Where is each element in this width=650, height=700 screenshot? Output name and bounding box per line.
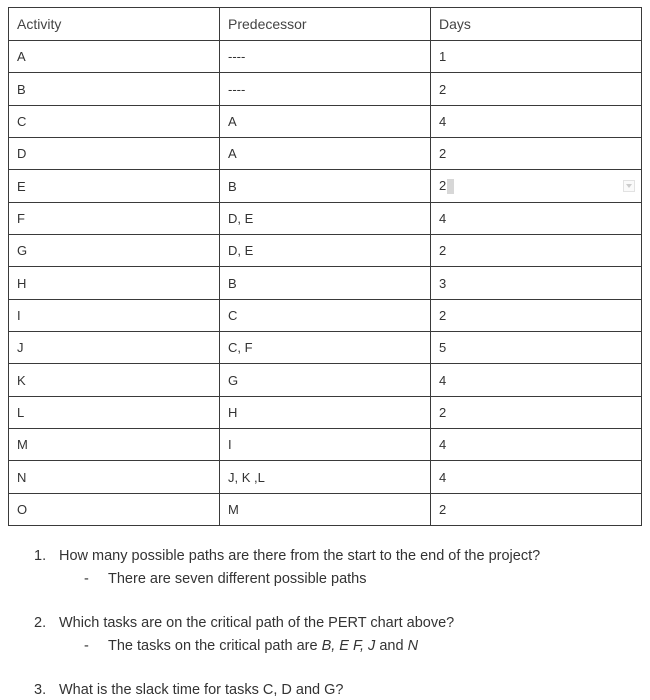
cell-days[interactable]: 2	[431, 493, 642, 525]
cell-activity[interactable]: E	[9, 170, 220, 202]
cell-days[interactable]: 2	[431, 138, 642, 170]
answer-text-last-task: N	[407, 638, 419, 654]
cell-predecessor[interactable]: D, E	[220, 235, 431, 267]
cell-activity[interactable]: N	[9, 461, 220, 493]
cell-activity[interactable]: L	[9, 396, 220, 428]
question-3	[34, 682, 343, 698]
table-row	[9, 170, 642, 202]
cell-activity[interactable]: J	[9, 332, 220, 364]
cell-predecessor[interactable]: A	[220, 138, 431, 170]
cell-days[interactable]: 2	[431, 299, 642, 331]
cell-activity[interactable]: O	[9, 493, 220, 525]
header-days: Days	[431, 8, 642, 41]
question-text: Which tasks are on the critical path of the PERT chart above?	[59, 615, 455, 631]
cell-days-value: 2	[439, 178, 447, 194]
question-number: 3.	[34, 682, 47, 698]
question-text: How many possible paths are there from the start to the end of the project?	[59, 548, 541, 564]
table-row	[9, 267, 642, 299]
answer-text-mid: and	[375, 638, 408, 654]
table-row	[9, 41, 642, 73]
cell-predecessor[interactable]: ----	[220, 41, 431, 73]
cell-days[interactable]: 4	[431, 429, 642, 461]
answer-1	[84, 571, 366, 587]
cell-activity[interactable]: B	[9, 73, 220, 105]
cell-activity[interactable]: F	[9, 202, 220, 234]
question-text: What is the slack time for tasks C, D and G?	[59, 682, 344, 698]
cell-predecessor[interactable]: I	[220, 429, 431, 461]
cell-days[interactable]: 1	[431, 41, 642, 73]
table-row	[9, 396, 642, 428]
cell-predecessor[interactable]: B	[220, 170, 431, 202]
question-number: 2.	[34, 615, 47, 631]
cell-days[interactable]: 3	[431, 267, 642, 299]
table-row	[9, 299, 642, 331]
activity-table-container	[8, 7, 641, 526]
cell-days[interactable]: 2	[431, 396, 642, 428]
cell-predecessor[interactable]: M	[220, 493, 431, 525]
cell-days[interactable]: 2	[431, 235, 642, 267]
activity-table	[8, 7, 642, 526]
cell-predecessor[interactable]: C, F	[220, 332, 431, 364]
cell-predecessor[interactable]: C	[220, 299, 431, 331]
cell-predecessor[interactable]: ----	[220, 73, 431, 105]
cell-activity[interactable]: K	[9, 364, 220, 396]
cell-days[interactable]: 4	[431, 364, 642, 396]
cell-predecessor[interactable]: A	[220, 105, 431, 137]
question-1	[34, 548, 540, 564]
table-row	[9, 73, 642, 105]
table-row	[9, 138, 642, 170]
cell-days[interactable]: 4	[431, 105, 642, 137]
cell-activity[interactable]: C	[9, 105, 220, 137]
table-row	[9, 105, 642, 137]
table-row	[9, 429, 642, 461]
cell-activity[interactable]: M	[9, 429, 220, 461]
question-number: 1.	[34, 548, 47, 564]
cell-predecessor[interactable]: B	[220, 267, 431, 299]
cell-activity[interactable]: H	[9, 267, 220, 299]
table-row	[9, 461, 642, 493]
cell-activity[interactable]: I	[9, 299, 220, 331]
cell-days[interactable]: 5	[431, 332, 642, 364]
cell-activity[interactable]: A	[9, 41, 220, 73]
table-row	[9, 332, 642, 364]
table-header-row	[9, 8, 642, 41]
text-cursor	[447, 179, 454, 194]
table-row	[9, 493, 642, 525]
table-row	[9, 235, 642, 267]
cell-predecessor[interactable]: H	[220, 396, 431, 428]
answer-2	[84, 638, 418, 654]
cell-days-selected[interactable]	[431, 170, 642, 202]
chevron-down-icon[interactable]	[623, 180, 635, 192]
cell-predecessor[interactable]: J, K ,L	[220, 461, 431, 493]
table-row	[9, 364, 642, 396]
cell-predecessor[interactable]: D, E	[220, 202, 431, 234]
question-2	[34, 615, 454, 631]
answer-text-tasks: B, E F, J	[321, 638, 376, 654]
cell-days[interactable]: 4	[431, 202, 642, 234]
cell-activity[interactable]: D	[9, 138, 220, 170]
cell-days[interactable]: 2	[431, 73, 642, 105]
cell-predecessor[interactable]: G	[220, 364, 431, 396]
answer-text: There are seven different possible paths	[108, 571, 367, 587]
header-activity: Activity	[9, 8, 220, 41]
table-row	[9, 202, 642, 234]
answer-dash: -	[84, 638, 89, 654]
cell-days[interactable]: 4	[431, 461, 642, 493]
answer-text-prefix: The tasks on the critical path are	[108, 638, 322, 654]
cell-activity[interactable]: G	[9, 235, 220, 267]
answer-dash: -	[84, 571, 89, 587]
header-predecessor: Predecessor	[220, 8, 431, 41]
